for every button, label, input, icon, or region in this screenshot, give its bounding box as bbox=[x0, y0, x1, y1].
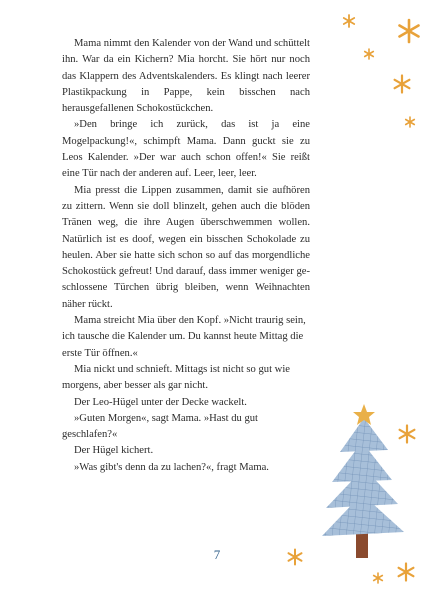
star-icon bbox=[286, 548, 304, 566]
paragraph-6: Der Leo-Hügel unter der Decke wackelt. bbox=[74, 396, 247, 408]
star-icon bbox=[396, 562, 416, 582]
page-number: 7 bbox=[213, 547, 221, 562]
star-icon bbox=[392, 74, 412, 94]
paragraph-2: »Den bringe ich zurück, das ist ja eine Mogelpackung!«, schimpft Mama. Dann guckt sie zu Leos Kalender. »Der war auch schon offen!« Sie reißt eine Tür nach der anderen auf. Leer, leer, leer. bbox=[62, 119, 310, 180]
star-icon bbox=[396, 18, 422, 44]
paragraph-8: Der Hügel kichert. bbox=[74, 445, 154, 457]
christmas-tree-illustration bbox=[318, 400, 410, 560]
star-icon bbox=[342, 14, 356, 28]
paragraph-4: Mama streicht Mia über den Kopf. »Nicht traurig sein, ich tausche die Kalender um. Du kannst heute Mittag die erste Tür öffnen.« bbox=[62, 315, 306, 359]
body-text bbox=[62, 36, 310, 476]
paragraph-5: Mia nickt und schnieft. Mittags ist nicht so gut wie morgens, aber besser als gar nicht. bbox=[62, 363, 290, 392]
paragraph-7: »Guten Morgen«, sagt Mama. »Hast du gut geschlafen?« bbox=[62, 412, 258, 441]
star-icon bbox=[372, 572, 384, 584]
paragraph-3: Mia presst die Lippen zusammen, damit sie aufhören zu zittern. Wenn sie doll blinzelt, gehen auch die blöden Tränen weg, die ihre Augen überschwemmen wollen. Natürlich ist es doof, wegen ein bisschen Schokolade zu heulen. Aber sie hatte sich schon so auf das morgendliche Schokostück gefreut! Und darauf, dass immer weniger geschlossene Türchen übrig bleiben, wenn Weihnachten näher rückt. bbox=[62, 184, 310, 310]
star-icon bbox=[363, 48, 375, 60]
paragraph-9: »Was gibt's denn da zu lachen?«, fragt Mama. bbox=[74, 461, 269, 473]
paragraph-1: Mama nimmt den Kalender von der Wand und schüttelt ihn. War da ein Kichern? Mia horcht. Sie hört nur noch das Klappern des Adventskalenders. Es klingt nach leerer Plastikpackung in Pappe, kein bisschen nach herausgefallenen Schokostückchen. bbox=[62, 38, 310, 115]
star-icon bbox=[404, 116, 416, 128]
